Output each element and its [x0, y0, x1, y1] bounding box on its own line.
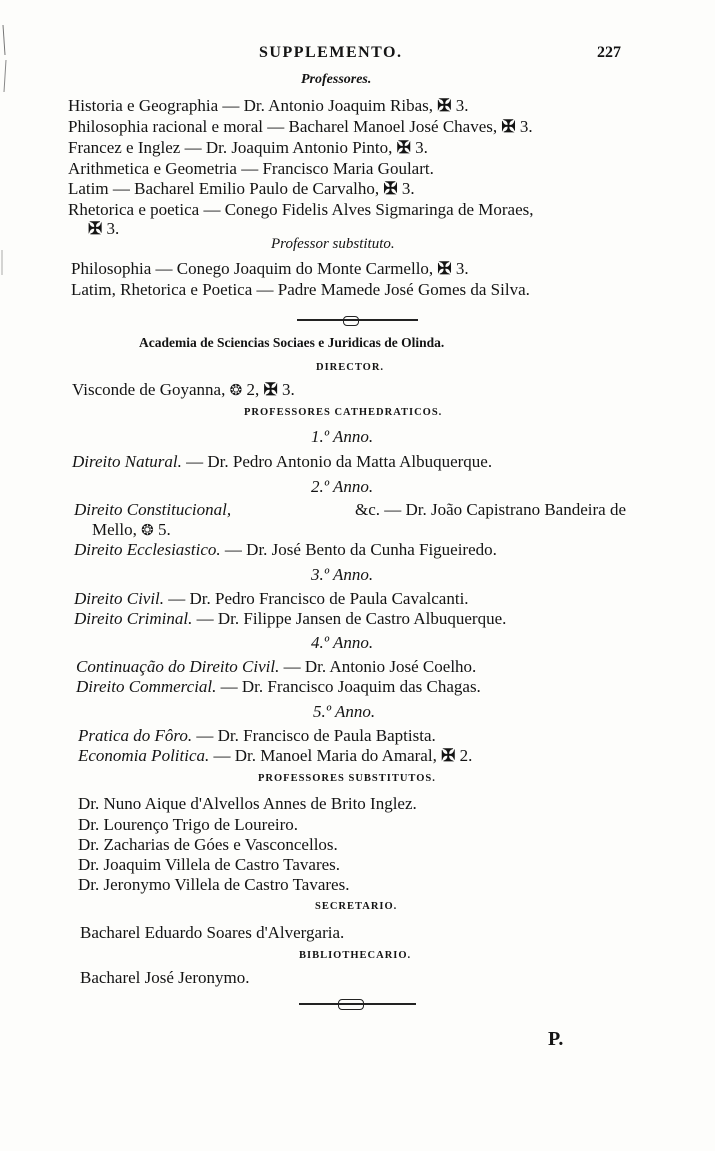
librarian-entry: Bacharel José Jeronymo. — [80, 968, 250, 987]
substitute-professor: Dr. Lourenço Trigo de Loureiro. — [78, 815, 299, 834]
faculty-entry — [68, 159, 434, 179]
cross-grade: 3. — [281, 380, 295, 399]
year-heading: 1.º Anno. — [311, 427, 374, 446]
course-entry-continuation — [92, 520, 171, 541]
entry-text: Visconde de Goyanna, — [72, 380, 226, 399]
director-entry — [72, 380, 295, 401]
course-entry — [74, 609, 506, 629]
substitute-professor: Dr. Joaquim Villela de Castro Tavares. — [78, 855, 341, 874]
entry-text: Historia e Geographia — Dr. Antonio Joaquim Ribas, — [68, 96, 433, 115]
course-entry — [76, 677, 481, 697]
course-entry — [74, 589, 469, 609]
course-professor: — Dr. Filippe Jansen de Castro Albuquerque. — [196, 609, 507, 628]
closing-ornamental-rule-center — [338, 999, 364, 1010]
binding-edge-decoration — [0, 0, 10, 300]
course-entry — [72, 452, 492, 472]
substitute-professor: Dr. Zacharias de Góes e Vasconcellos. — [78, 835, 338, 854]
entry-text: Latim, Rhetorica e Poetica — Padre Mamede José Gomes da Silva. — [71, 280, 530, 299]
course-subject: Pratica do Fôro. — [78, 726, 193, 745]
cross-grade: 2. — [459, 746, 473, 765]
entry-text: Arithmetica e Geometria — Francisco Maria Goulart. — [68, 159, 434, 178]
order-cross-icon: ✠ — [501, 117, 516, 136]
year-heading: 2.º Anno. — [311, 477, 374, 496]
medal-grade: 5. — [157, 520, 171, 539]
medal-rosette-icon: ❂ — [229, 383, 243, 399]
faculty-entry — [68, 179, 415, 199]
faculty-entry — [68, 96, 468, 116]
order-cross-icon: ✠ — [396, 138, 411, 157]
faculty-entry — [68, 138, 428, 158]
substitute-entry — [71, 280, 530, 300]
course-entry — [78, 726, 436, 746]
entry-grade: 3. — [455, 259, 469, 278]
year-heading: 4.º Anno. — [311, 633, 374, 652]
course-professor: — Dr. Antonio José Coelho. — [283, 657, 477, 676]
year-heading: 3.º Anno. — [311, 565, 374, 584]
entry-text: Francez e Inglez — Dr. Joaquim Antonio Pinto, — [68, 138, 393, 157]
course-subject: Economia Politica. — [78, 746, 210, 765]
course-entry — [76, 657, 476, 677]
entry-text: Philosophia — Conego Joaquim do Monte Carmello, — [71, 259, 434, 278]
course-professor: — Dr. Pedro Francisco de Paula Cavalcanti. — [168, 589, 469, 608]
entry-grade: 3. — [519, 117, 533, 136]
course-professor: — Dr. Manoel Maria do Amaral, — [213, 746, 437, 765]
course-professor: &c. — Dr. João Capistrano Bandeira de — [355, 500, 626, 519]
substitute-professor: Dr. Jeronymo Villela de Castro Tavares. — [78, 875, 350, 894]
course-subject: Continuação do Direito Civil. — [76, 657, 280, 676]
course-continuation: Mello, — [92, 520, 137, 539]
librarian-heading: BIBLIOTHECARIO. — [299, 950, 412, 961]
year-heading: 5.º Anno. — [313, 702, 376, 721]
entry-grade: 3. — [415, 138, 428, 157]
faculty-entry — [68, 200, 534, 220]
chairs-heading: PROFESSORES CATHEDRATICOS. — [244, 407, 443, 418]
medal-grade: 2, — [246, 380, 260, 399]
course-subject: Direito Criminal. — [74, 609, 193, 628]
entry-grade: 3. — [401, 179, 415, 198]
order-cross-icon: ✠ — [383, 179, 398, 198]
secretary-heading: SECRETARIO. — [315, 901, 398, 912]
substitute-professor: Dr. Nuno Aique d'Alvellos Annes de Brito Inglez. — [78, 794, 417, 813]
order-cross-icon: ✠ — [263, 380, 278, 399]
substitute-entry — [71, 259, 469, 279]
entry-text: Philosophia racional e moral — Bacharel Manoel José Chaves, — [68, 117, 498, 136]
entry-text: Rhetorica e poetica — Conego Fidelis Alves Sigmaringa de Moraes, — [68, 200, 534, 219]
order-cross-icon: ✠ — [437, 259, 452, 278]
order-cross-icon: ✠ — [88, 219, 103, 238]
faculty-entry — [68, 117, 533, 137]
substitute-section-heading: Professor substituto. — [271, 236, 395, 252]
director-heading: DIRECTOR. — [316, 362, 385, 373]
order-cross-icon: ✠ — [437, 96, 452, 115]
course-professor: — Dr. José Bento da Cunha Figueiredo. — [224, 540, 497, 559]
entry-grade: 3. — [455, 96, 469, 115]
faculty-entry-continuation — [88, 219, 119, 239]
course-professor: — Dr. Francisco de Paula Baptista. — [196, 726, 436, 745]
secretary-entry: Bacharel Eduardo Soares d'Alvergaria. — [80, 923, 345, 942]
academy-title: Academia de Sciencias Sociaes e Juridicas de Olinda. — [139, 335, 445, 350]
course-entry — [78, 746, 472, 766]
course-professor: — Dr. Pedro Antonio da Matta Albuquerque. — [186, 452, 493, 471]
running-title: SUPPLEMENTO. — [259, 44, 403, 61]
course-entry — [74, 540, 497, 560]
page-number: 227 — [597, 44, 621, 61]
course-subject: Direito Commercial. — [76, 677, 217, 696]
ornamental-rule-center — [343, 316, 359, 326]
course-subject: Direito Constitucional, — [74, 500, 232, 519]
course-entry — [74, 500, 626, 520]
course-subject: Direito Natural. — [72, 452, 182, 471]
course-subject: Direito Civil. — [74, 589, 165, 608]
signature-mark: P. — [548, 1028, 564, 1050]
course-subject: Direito Ecclesiastico. — [74, 540, 221, 559]
course-professor: — Dr. Francisco Joaquim das Chagas. — [220, 677, 481, 696]
medal-rosette-icon: ❂ — [141, 523, 154, 539]
faculty-section-heading: Professores. — [301, 72, 372, 87]
entry-text: Latim — Bacharel Emilio Paulo de Carvalho, — [68, 179, 380, 198]
entry-grade: 3. — [106, 219, 120, 238]
order-cross-icon: ✠ — [441, 746, 456, 765]
substitutes-heading: PROFESSORES SUBSTITUTOS. — [258, 773, 436, 784]
